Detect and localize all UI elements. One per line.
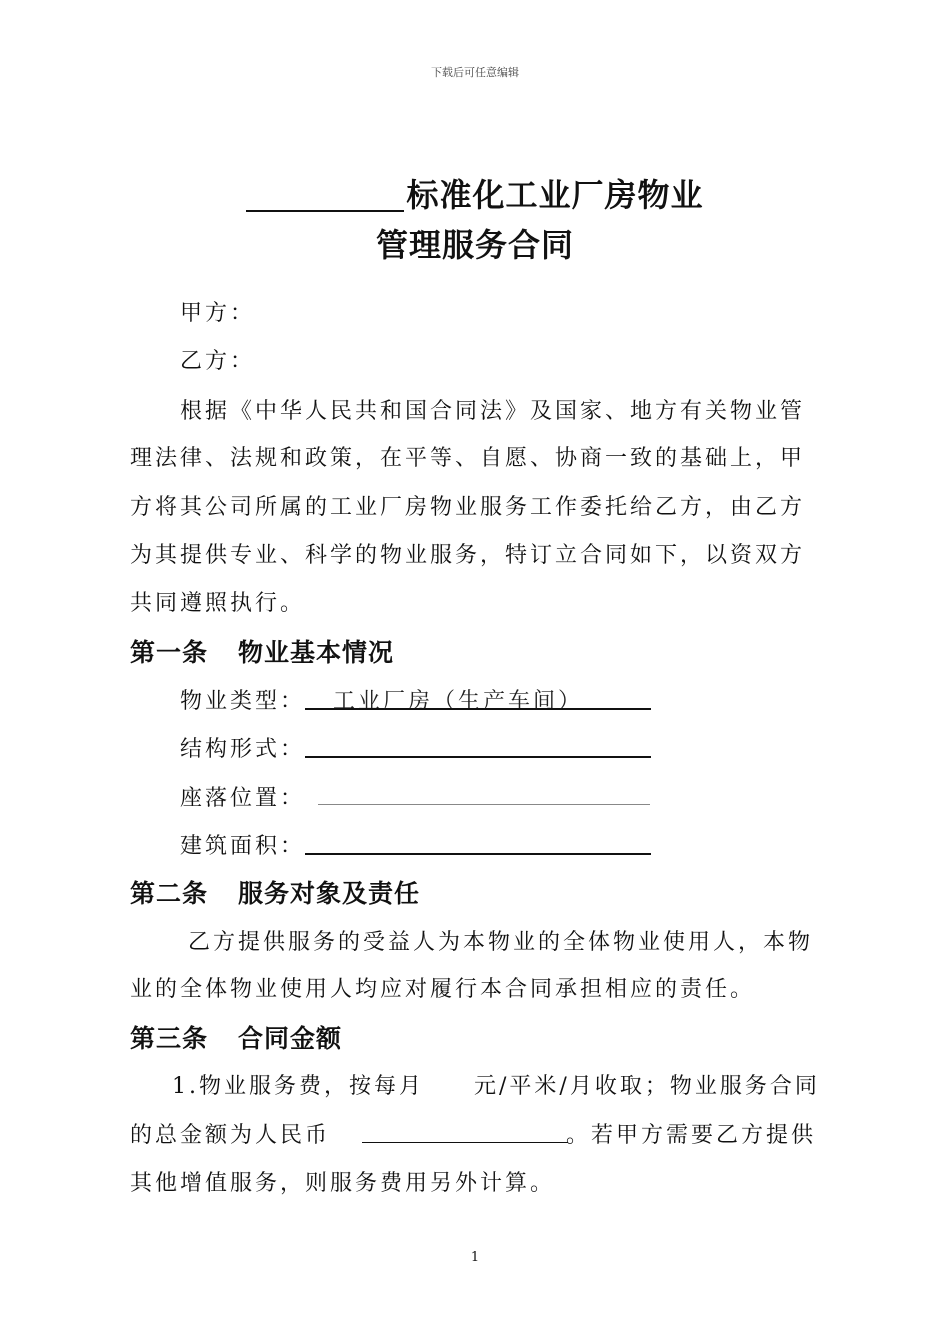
location-label: 座落位置：: [180, 786, 306, 811]
contract-title-text: 标准化工业厂房物业: [406, 176, 704, 214]
article3-line: 1.物业服务费，按每月 元/平米/月收取；物业服务合同: [172, 1074, 820, 1099]
property-type-label: 物业类型：: [180, 689, 306, 714]
contract-title-line1: [0, 170, 950, 216]
article1-heading: [130, 633, 394, 669]
article3-line-continued: 。若甲方需要乙方提供: [566, 1123, 817, 1148]
header-note: 下载后可任意编辑: [431, 66, 519, 79]
article1-title: 物业基本情况: [238, 638, 395, 667]
article2-line: 业的全体物业使用人均应对履行本合同承担相应的责任。: [130, 977, 756, 1002]
floor-area-label: 建筑面积：: [180, 834, 306, 859]
property-type-underline: [305, 708, 651, 710]
preamble-line: 方将其公司所属的工业厂房物业服务工作委托给乙方，由乙方: [130, 495, 806, 520]
article2-heading: [130, 874, 420, 910]
preamble-line: 共同遵照执行。: [130, 591, 306, 616]
article2-number: 第二条: [130, 879, 209, 908]
title-blank: [246, 184, 404, 212]
structure-type-label: 结构形式：: [180, 737, 306, 762]
article3-line: 其他增值服务，则服务费用另外计算。: [130, 1171, 556, 1196]
article2-line: 乙方提供服务的受益人为本物业的全体物业使用人，本物: [188, 930, 814, 955]
page-number: 1: [470, 1250, 480, 1265]
structure-type-underline: [305, 756, 651, 758]
preamble-line: 根据《中华人民共和国合同法》及国家、地方有关物业管: [180, 399, 806, 424]
article2-title: 服务对象及责任: [238, 879, 421, 908]
article1-number: 第一条: [130, 638, 209, 667]
article3-number: 第三条: [130, 1024, 209, 1053]
contract-title-line2: 管理服务合同: [375, 226, 574, 264]
preamble-line: 为其提供专业、科学的物业服务，特订立合同如下，以资双方: [130, 543, 806, 568]
party-a: 甲方：: [180, 301, 256, 326]
article3-heading: [130, 1019, 342, 1055]
party-b: 乙方：: [180, 349, 256, 374]
preamble-line: 理法律、法规和政策，在平等、自愿、协商一致的基础上，甲: [130, 446, 806, 471]
location-underline: [318, 804, 650, 805]
total-amount-underline: [362, 1142, 568, 1143]
floor-area-underline: [305, 853, 651, 855]
property-type-value: 工业厂房（生产车间）: [333, 689, 584, 714]
article3-line-total-label: 的总金额为人民币: [130, 1123, 331, 1148]
article3-title: 合同金额: [238, 1024, 343, 1053]
